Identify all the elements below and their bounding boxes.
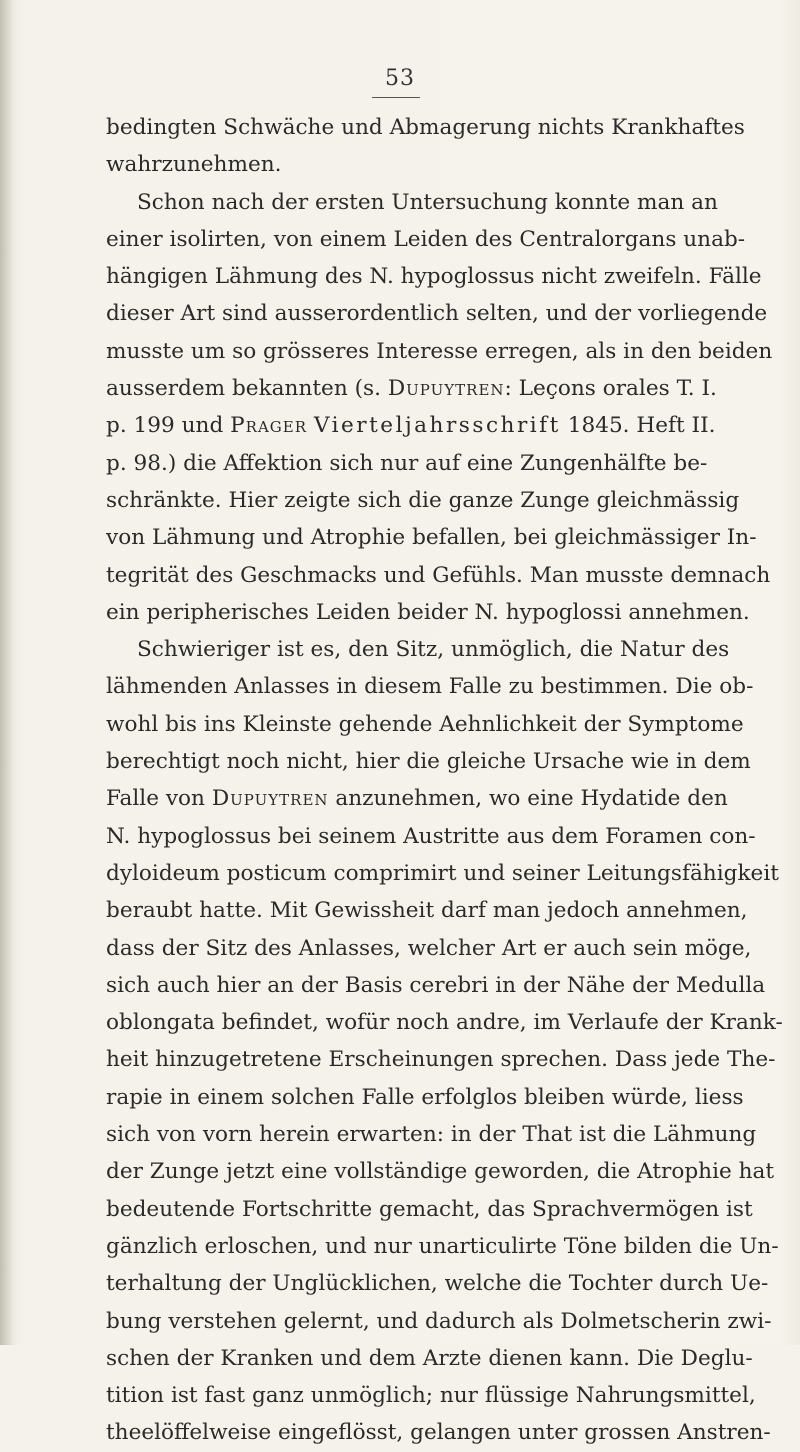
text-line — [106, 1265, 769, 1302]
text-line — [106, 146, 702, 183]
body-text — [106, 109, 783, 1452]
text-line — [106, 1303, 772, 1340]
text-line — [106, 1153, 775, 1190]
text-segment: lähmenden Anlasses in diesem Falle zu bestimmen. Die ob- — [106, 674, 754, 700]
page-number-rule — [372, 97, 420, 98]
page-number: 53 — [385, 66, 415, 91]
text-segment: hängigen Lähmung des N. hypoglossus nicht zweifeln. Fälle — [106, 264, 762, 290]
text-line — [106, 743, 751, 780]
text-line — [106, 519, 757, 556]
text-segment: dieser Art sind ausserordentlich selten, und der vorliegende — [106, 301, 768, 327]
text-line — [106, 333, 773, 370]
author-name: Dupuytren — [211, 786, 329, 812]
text-segment: heit hinzugetretene Erscheinungen sprechen. Dass jede The- — [106, 1047, 776, 1073]
text-line — [106, 892, 748, 929]
text-segment: tition ist fast ganz unmöglich; nur flüssige Nahrungsmittel, — [106, 1383, 756, 1409]
text-line — [106, 930, 752, 967]
text-line — [106, 1191, 753, 1228]
author-name: Prager — [230, 413, 308, 439]
text-segment: musste um so grösseres Interesse erregen, als in den beiden — [106, 338, 773, 364]
text-segment: wahrzunehmen. — [106, 152, 282, 178]
text-segment: bedingten Schwäche und Abmagerung nichts Krankhaftes — [106, 115, 745, 140]
text-line — [106, 258, 762, 295]
author-name: Dupuytren — [387, 376, 505, 402]
text-segment: einer isolirten, von einem Leiden des Centralorgans unab- — [106, 226, 746, 252]
text-segment: sich auch hier an der Basis cerebri in der Nähe der Medulla — [106, 972, 766, 998]
text-line — [106, 1004, 783, 1041]
text-segment: Falle von — [106, 786, 212, 812]
text-line — [106, 221, 746, 258]
text-line — [106, 706, 744, 743]
text-segment: : Leçons orales T. I. — [504, 376, 717, 402]
text-line — [106, 1228, 779, 1265]
text-segment: rapie in einem solchen Falle erfolglos bleiben würde, liess — [106, 1084, 744, 1110]
text-line — [106, 594, 750, 631]
text-segment: Schon nach der ersten Untersuchung konnte man an — [137, 189, 718, 215]
text-line — [106, 407, 716, 444]
text-line — [106, 1340, 753, 1377]
emphasized-title: Vierteljahrsschrift — [313, 413, 561, 439]
text-segment: anzunehmen, wo eine Hydatide den — [328, 786, 728, 812]
text-segment: schen der Kranken und dem Arzte dienen kann. Die Deglu- — [106, 1345, 753, 1371]
text-segment: dyloideum posticum comprimirt und seiner Leitungsfähigkeit — [106, 860, 779, 886]
text-segment: bung verstehen gelernt, und dadurch als Dolmetscherin zwi- — [106, 1308, 772, 1334]
text-segment: p. 98.) die Affektion sich nur auf eine Zungenhälfte be- — [106, 450, 708, 476]
text-segment: oblongata befindet, wofür noch andre, im Verlaufe der Krank- — [106, 1010, 783, 1036]
text-line — [106, 1041, 776, 1078]
text-segment: Schwieriger ist es, den Sitz, unmöglich, die Natur des — [137, 637, 730, 663]
text-line — [106, 370, 717, 407]
text-segment: bedeutende Fortschritte gemacht, das Sprachvermögen ist — [106, 1196, 753, 1222]
text-line — [106, 1414, 771, 1451]
text-segment: ein peripherisches Leiden beider N. hypoglossi annehmen. — [106, 599, 750, 625]
binding-shadow — [0, 0, 14, 1345]
text-segment: tegrität des Geschmacks und Gefühls. Man musste demnach — [106, 562, 771, 588]
text-segment: terhaltung der Unglücklichen, welche die Tochter durch Ue- — [106, 1271, 769, 1297]
text-line — [106, 109, 745, 146]
text-segment: ausserdem bekannten (s. — [106, 376, 388, 402]
text-line — [106, 818, 756, 855]
text-segment: berechtigt noch nicht, hier die gleiche Ursache wie in dem — [106, 749, 751, 775]
text-segment — [307, 413, 314, 438]
text-line — [106, 482, 740, 519]
text-line — [106, 445, 708, 482]
text-segment: N. hypoglossus bei seinem Austritte aus dem Foramen con- — [106, 823, 756, 849]
text-segment: gänzlich erloschen, und nur unarticulirte Töne bilden die Un- — [106, 1233, 779, 1259]
text-segment: sich von vorn herein erwarten: in der That ist die Lähmung — [106, 1122, 757, 1148]
text-segment: von Lähmung und Atrophie befallen, bei gleichmässiger In- — [106, 525, 757, 551]
text-line — [106, 668, 754, 705]
text-line — [106, 967, 766, 1004]
text-line — [106, 184, 718, 221]
text-line — [106, 1079, 744, 1116]
text-segment: wohl bis ins Kleinste gehende Aehnlichkeit der Symptome — [106, 711, 744, 737]
text-line — [106, 631, 730, 668]
text-segment: beraubt hatte. Mit Gewissheit darf man jedoch annehmen, — [106, 898, 748, 924]
text-segment: p. 199 und — [106, 413, 231, 439]
text-segment: der Zunge jetzt eine vollständige geworden, die Atrophie hat — [106, 1159, 775, 1185]
text-segment: 1845. Heft II. — [560, 413, 716, 439]
text-line — [106, 855, 779, 892]
text-segment: dass der Sitz des Anlasses, welcher Art er auch sein möge, — [106, 935, 752, 961]
text-line — [106, 295, 768, 332]
text-segment: schränkte. Hier zeigte sich die ganze Zunge gleichmässig — [106, 487, 740, 513]
text-line — [106, 780, 728, 817]
text-segment: theelöffelweise eingeflösst, gelangen unter grossen Anstren- — [106, 1420, 771, 1446]
text-line — [106, 1116, 757, 1153]
text-line — [106, 1377, 756, 1414]
text-line — [106, 557, 771, 594]
